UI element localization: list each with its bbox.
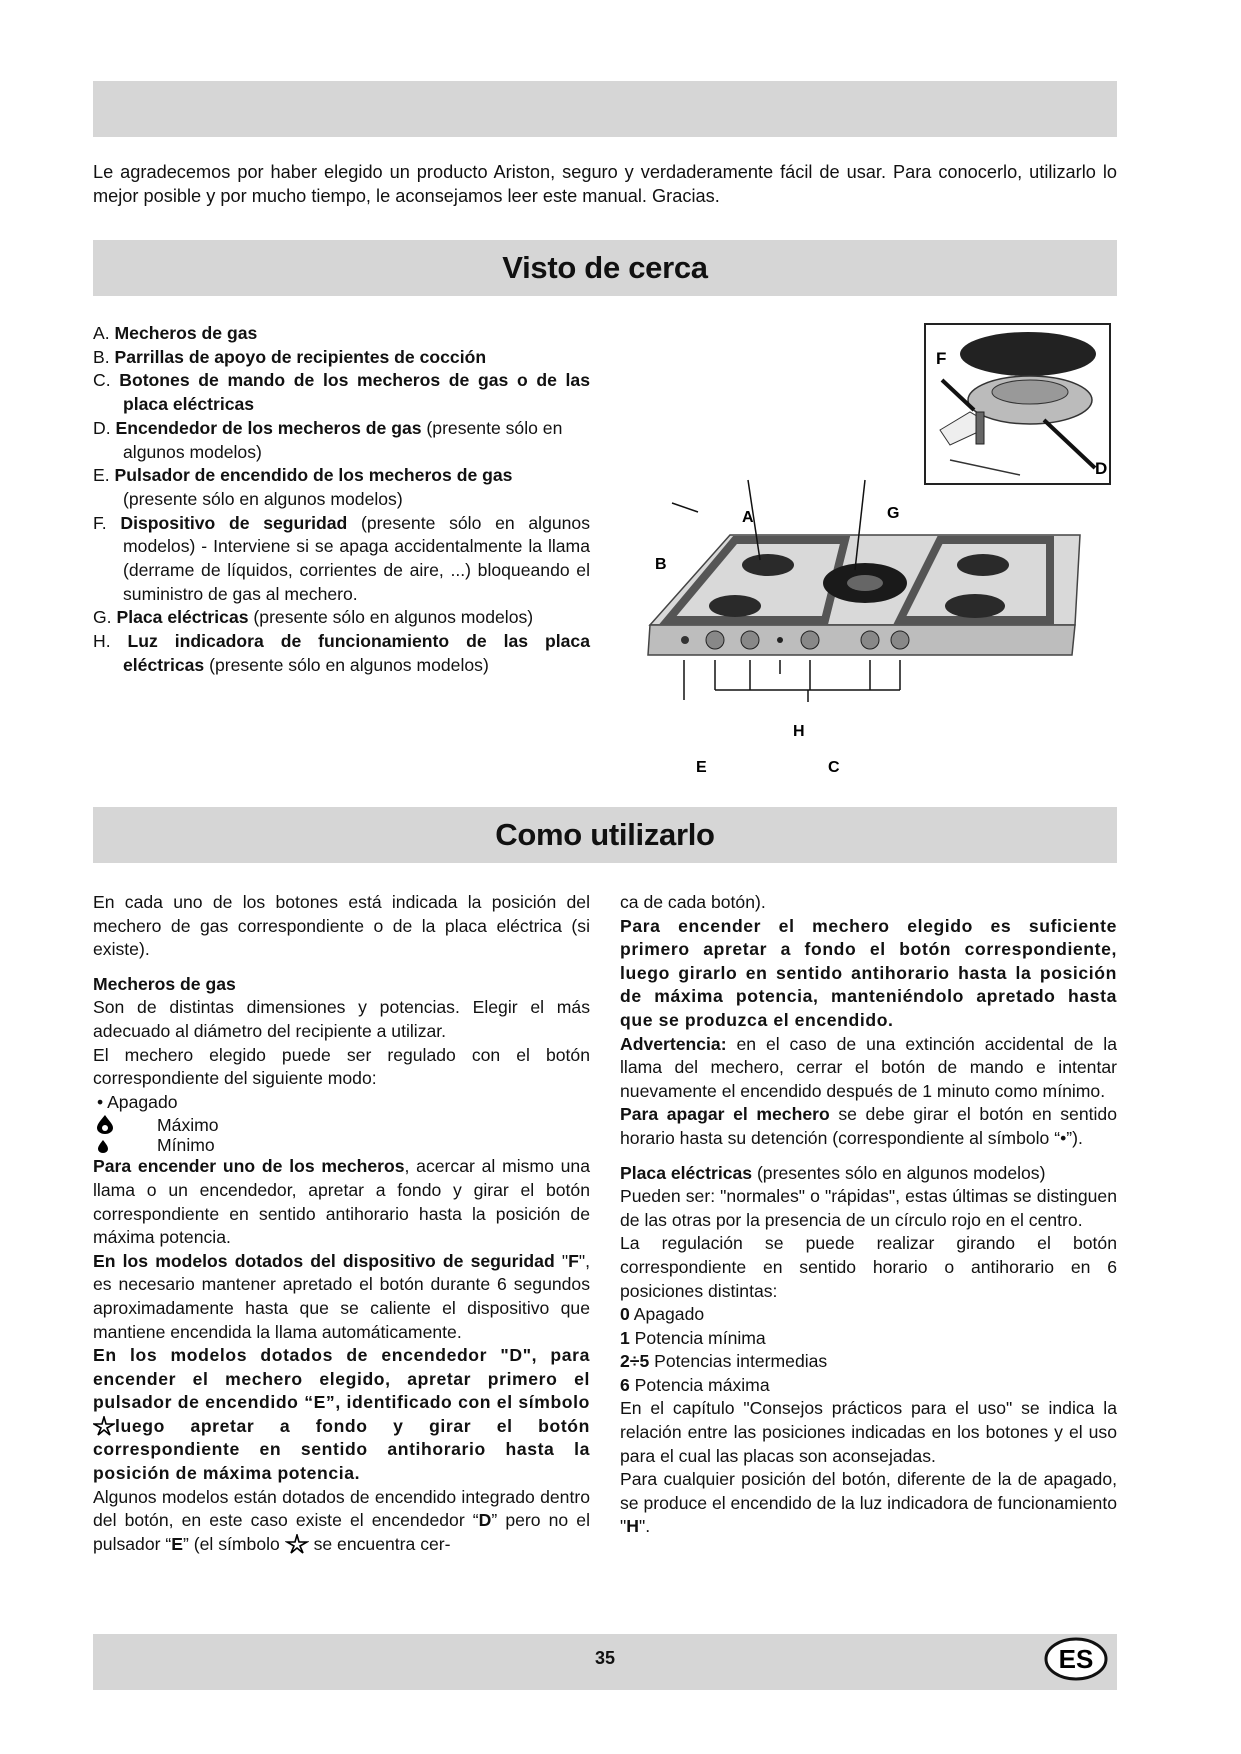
- list-item: C. Botones de mando de los mecheros de gas o de las placa eléctricas: [93, 370, 590, 415]
- position-item: 0 Apagado: [620, 1304, 705, 1325]
- paragraph: La regulación se puede realizar girando el botón correspondiente en sentido horario o antihorario en 6 posiciones distintas:: [620, 1233, 1117, 1301]
- left-column: [93, 891, 590, 1556]
- position-item: 1 Potencia mínima: [620, 1327, 766, 1348]
- heading-plate: Placa eléctricas (presentes sólo en algunos modelos): [620, 1162, 1046, 1183]
- spark-icon: [93, 1416, 115, 1436]
- burner-cap-detail: [960, 332, 1096, 376]
- label-D: D: [1095, 459, 1108, 478]
- paragraph: Advertencia: en el caso de una extinción accidental de la llama del mechero, cerrar el botón de mando e intentar nuevamente el encendido después de 1 minuto como mínimo.: [620, 1033, 1117, 1101]
- spark-icon: [285, 1534, 309, 1554]
- position-item: 2÷5 Potencias intermedias: [620, 1351, 828, 1372]
- hob-illustration: [640, 320, 1120, 790]
- paragraph: Para encender uno de los mecheros, acercar al mismo una llama o un encendedor, apretar a fondo y girar el botón correspondiente en sentido antihorario hasta la posición de máxima potencia.: [93, 1156, 590, 1248]
- paragraph: En los modelos dotados del dispositivo de seguridad "F", es necesario mantener apretado el botón durante 6 segundos aproximadamente hasta que se caliente el dispositivo que mantiene encendida la llama automáticamente.: [93, 1250, 590, 1342]
- right-column: [620, 891, 1117, 1539]
- paragraph: Para cualquier posición del botón, diferente de la de apagado, se produce el encendido de la luz indicadora de funcionamiento "H".: [620, 1469, 1117, 1537]
- intro-text: Le agradecemos por haber elegido un producto Ariston, seguro y verdaderamente fácil de usar. Para conocerlo, utilizarlo lo mejor posible y por mucho tiempo, le aconsejamos leer este manual. Gracias.: [93, 162, 1117, 206]
- svg-text:ES: ES: [1058, 1644, 1094, 1674]
- paragraph: ca de cada botón).: [620, 892, 766, 912]
- parts-list: [93, 322, 590, 678]
- language-badge: [1043, 1636, 1109, 1682]
- list-item: D. Encendedor de los mecheros de gas (presente sólo en algunos modelos): [93, 417, 563, 462]
- section-title-visto: Visto de cerca: [502, 250, 708, 285]
- paragraph: El mechero elegido puede ser regulado con el botón correspondiente del siguiente modo:: [93, 1044, 590, 1089]
- burner-rear-left: [742, 554, 794, 576]
- section-bar-visto: [93, 240, 1117, 296]
- label-F: F: [936, 349, 947, 368]
- label-C: C: [828, 759, 840, 776]
- position-off: • Apagado: [97, 1091, 178, 1112]
- position-max: Máximo: [93, 1114, 590, 1135]
- burner-front-right: [945, 594, 1005, 618]
- list-item: G. Placa eléctricas (presente sólo en algunos modelos): [93, 607, 534, 628]
- burner-front-left: [709, 595, 761, 617]
- paragraph: Algunos modelos están dotados de encendido integrado dentro del botón, en este caso existe el encendedor “D” pero no el pulsador “E” (el símbolo se encuentra cer-: [93, 1486, 590, 1554]
- label-A: A: [742, 509, 754, 526]
- section-bar-como: [93, 807, 1117, 863]
- list-item: H. Luz indicadora de funcionamiento de las placa eléctricas (presente sólo en algunos modelos): [93, 631, 590, 675]
- flame-large-icon: [93, 1114, 157, 1134]
- paragraph: En los modelos dotados de encendedor "D", para encender el mechero elegido, apretar primero el pulsador de encendido “E”, identificado con el símbolo luego apretar a fondo y girar el botón correspondiente en sentido antihorario hasta la posición de máxima potencia.: [93, 1345, 590, 1484]
- footer-bar: [93, 1634, 1117, 1690]
- list-item: B. Parrillas de apoyo de recipientes de cocción: [93, 346, 487, 367]
- list-item: F. Dispositivo de seguridad (presente sólo en algunos modelos) - Interviene si se apaga accidentalmente la llama (derrame de líquidos, corrientes de aire, ...) bloqueando el suministro de gas al mechero.: [93, 512, 591, 604]
- paragraph: En el capítulo "Consejos prácticos para el uso" se indica la relación entre las posiciones indicadas en los botones y el uso para el cual las placas son aconsejadas.: [620, 1398, 1117, 1466]
- intro-paragraph: En cada uno de los botones está indicada la posición del mechero de gas correspondiente o de la placa eléctrica (si existe).: [93, 892, 590, 960]
- label-G: G: [887, 505, 900, 522]
- label-H: H: [793, 723, 805, 740]
- label-E: E: [696, 759, 707, 776]
- page-number: 35: [594, 1648, 616, 1668]
- paragraph: Son de distintas dimensiones y potencias. Elegir el más adecuado al diámetro del recipiente a utilizar.: [93, 997, 590, 1041]
- list-item: E. Pulsador de encendido de los mecheros de gas (presente sólo en algunos modelos): [93, 465, 513, 509]
- label-B: B: [655, 556, 667, 573]
- position-min: Mínimo: [93, 1135, 590, 1155]
- heading-gas: Mecheros de gas: [93, 973, 236, 994]
- header-bar: [93, 81, 1117, 137]
- flame-small-icon: [93, 1136, 157, 1154]
- paragraph: Para apagar el mechero se debe girar el botón en sentido horario hasta su detención (correspondiente al símbolo “•”).: [620, 1104, 1117, 1148]
- list-item: A. Mecheros de gas: [93, 323, 258, 343]
- section-title-como: Como utilizarlo: [495, 817, 715, 852]
- paragraph: Pueden ser: "normales" o "rápidas", estas últimas se distinguen de las otras por la presencia de un círculo rojo en el centro.: [620, 1186, 1117, 1230]
- paragraph: Para encender el mechero elegido es suficiente primero apretar a fondo el botón correspondiente, luego girarlo en sentido antihorario hasta la posición de máxima potencia, manteniéndolo apretado hasta que se produzca el encendido.: [620, 915, 1117, 1030]
- position-item: 6 Potencia máxima: [620, 1374, 770, 1395]
- burner-rear-right: [957, 554, 1009, 576]
